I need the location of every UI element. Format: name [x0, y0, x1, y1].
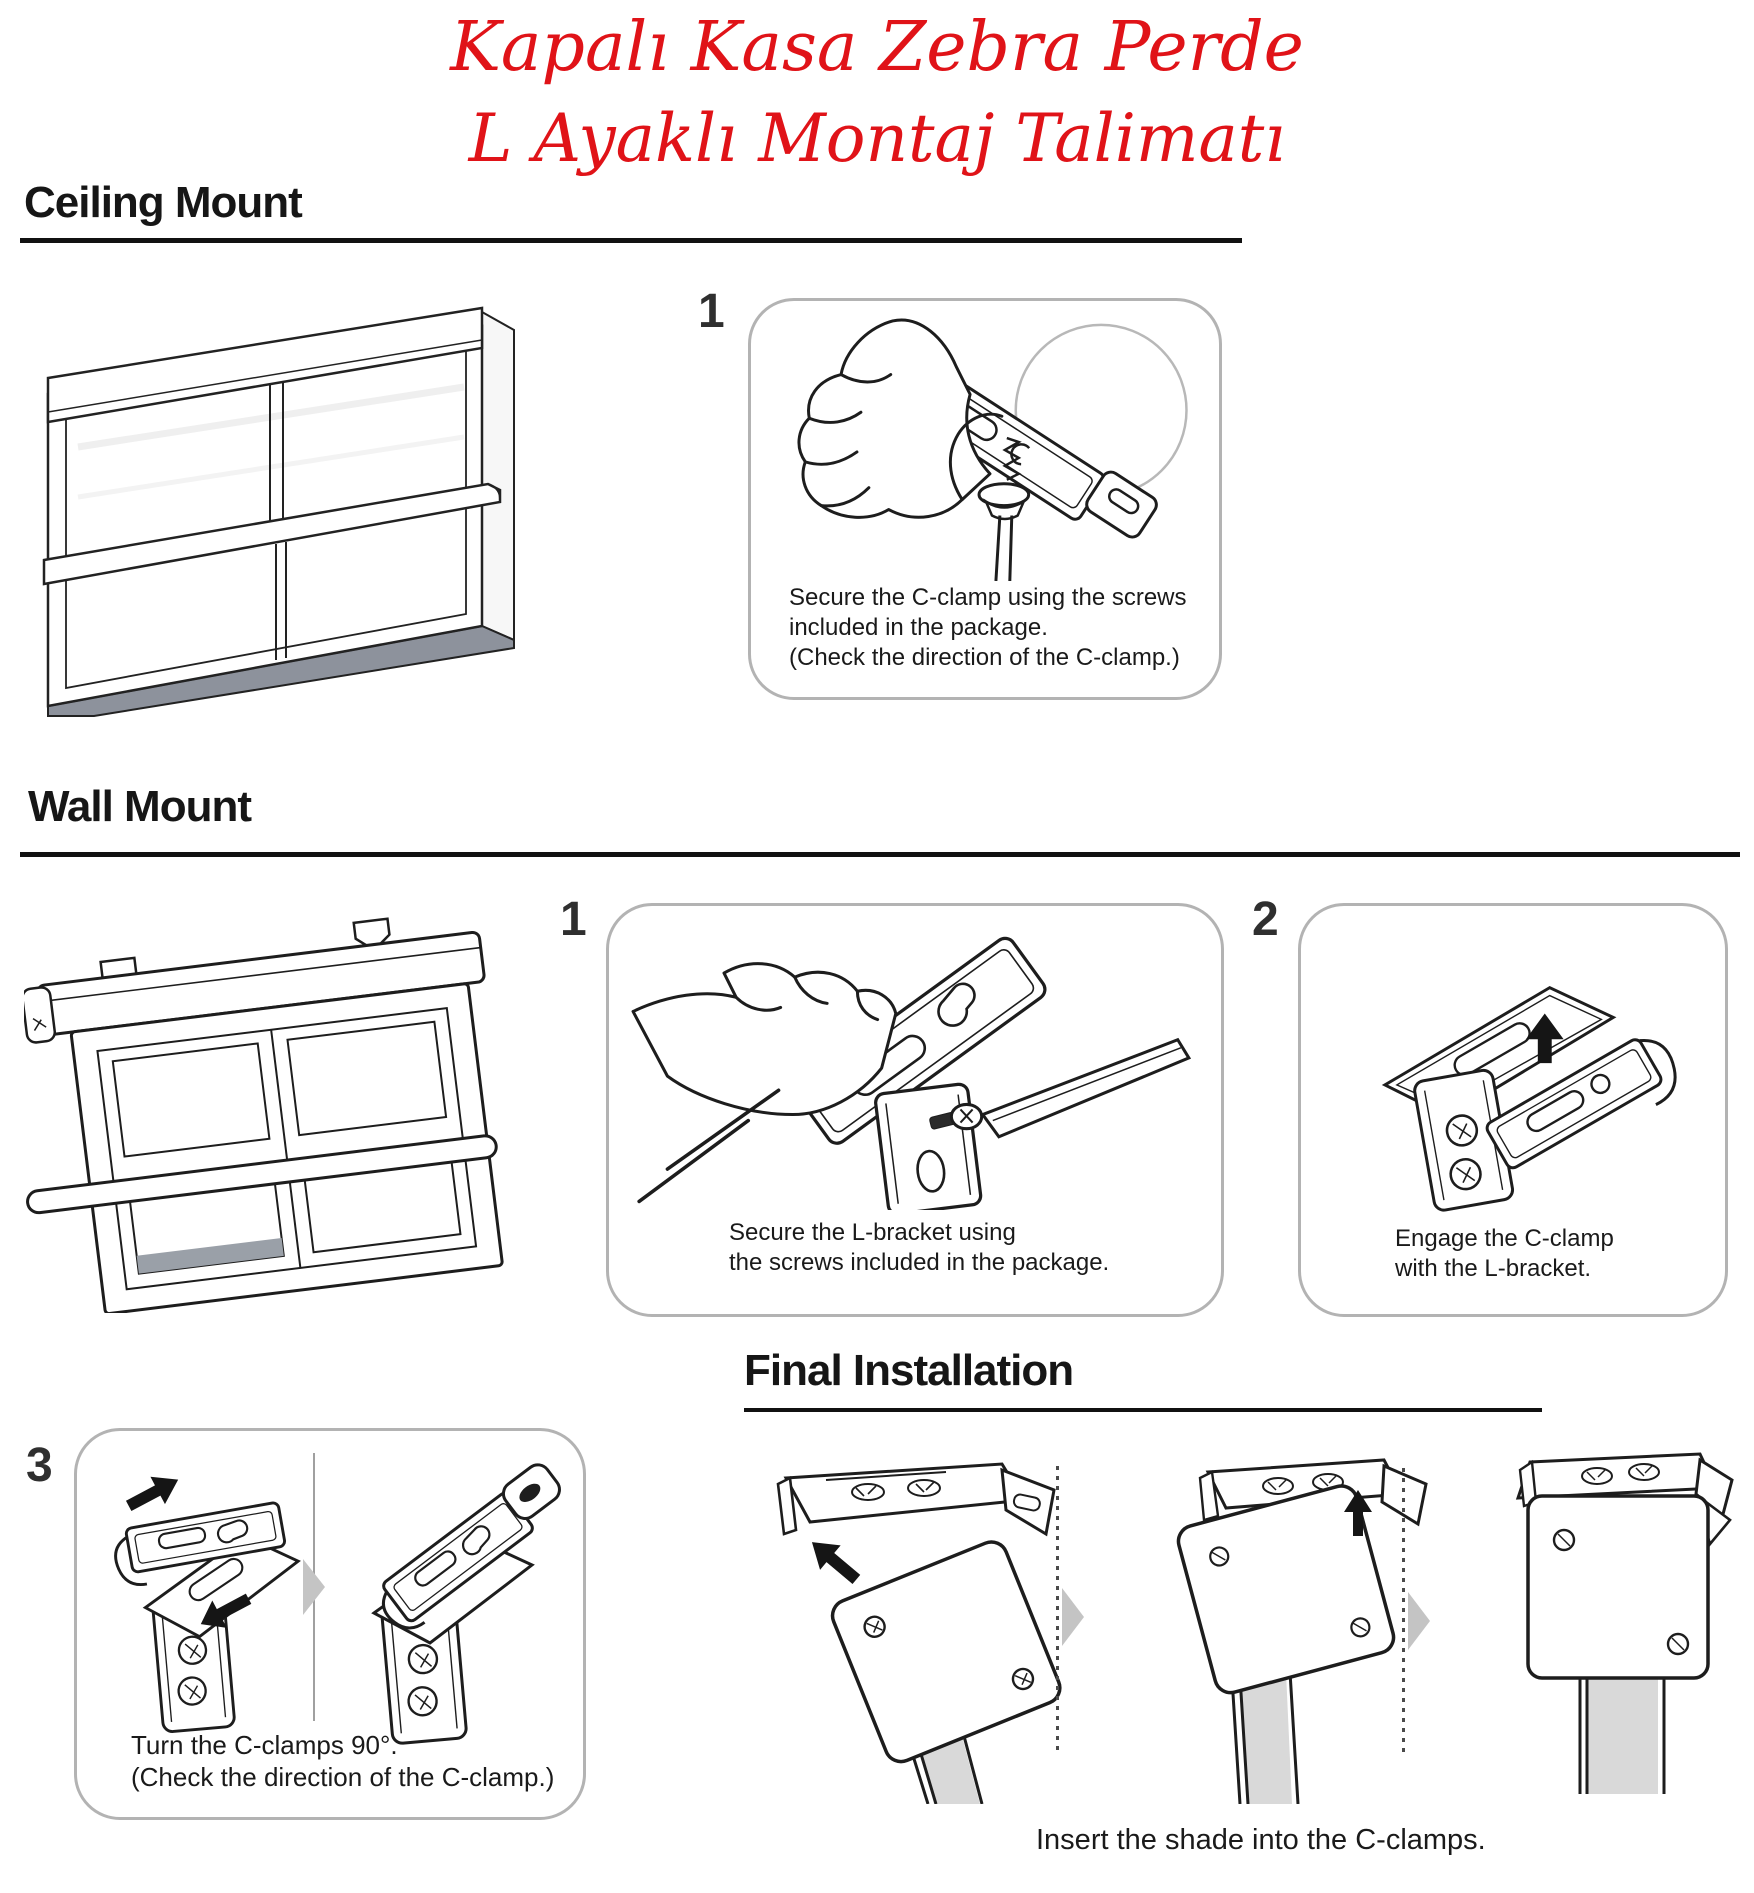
wall-step1-box — [606, 903, 1224, 1317]
step3-caption — [131, 1729, 554, 1793]
hand-l-bracket-screwdriver-icon — [627, 916, 1203, 1210]
wall-mount-heading: Wall Mount — [28, 782, 251, 831]
shade-engage-clamp-icon — [1120, 1444, 1430, 1804]
wall-section-rule — [20, 852, 1740, 857]
chevron-right-icon — [1408, 1592, 1430, 1650]
final-step3-number: 3 — [26, 1439, 53, 1492]
c-clamp-engage-icon — [1329, 936, 1695, 1214]
ceiling-step1-caption — [789, 583, 1187, 673]
ceiling-mount-heading: Ceiling Mount — [24, 178, 302, 227]
page-title-line1: Kapalı Kasa Zebra Perde — [450, 8, 1304, 87]
chevron-right-icon — [1062, 1588, 1084, 1646]
c-clamp-screw-illustration — [763, 311, 1205, 581]
c-clamp-l-bracket-illustration — [1329, 936, 1695, 1214]
c-clamp-turned-icon — [329, 1445, 569, 1745]
shade-mounted-icon — [1492, 1444, 1742, 1794]
insert-arrow-icon — [802, 1530, 867, 1592]
insert-shade-step2-illustration — [1120, 1444, 1430, 1804]
caption-line: Secure the C-clamp using the screws — [789, 584, 1187, 611]
insert-shade-step3-illustration — [1492, 1444, 1742, 1794]
ceiling-step1-box — [748, 298, 1222, 700]
recessed-window-icon — [36, 292, 556, 717]
ceiling-step-number: 1 — [698, 285, 725, 338]
caption-line: (Check the direction of the C-clamp.) — [789, 644, 1180, 671]
caption-line: (Check the direction of the C-clamp.) — [131, 1762, 555, 1792]
final-separator-1 — [1056, 1466, 1059, 1756]
page-title-line2: L Ayaklı Montaj Talimatı — [468, 100, 1286, 177]
wall-window-illustration — [24, 895, 539, 1313]
caption-line: Turn the C-clamps 90°. — [131, 1730, 398, 1760]
shade-approach-clamp-icon — [756, 1444, 1091, 1804]
wall-step2-caption — [1395, 1224, 1614, 1284]
caption-line: included in the package. — [789, 614, 1048, 641]
final-installation-heading: Final Installation — [744, 1346, 1074, 1395]
window-with-blind-icon — [24, 895, 539, 1313]
clamp-before-turn-illustration — [95, 1451, 307, 1741]
c-clamp-turn-icon — [95, 1451, 307, 1741]
caption-line: the screws included in the package. — [729, 1249, 1110, 1276]
wall-step1-caption — [729, 1218, 1109, 1278]
caption-line: Secure the L-bracket using — [729, 1219, 1016, 1246]
final-separator-2 — [1402, 1468, 1405, 1758]
wall-step2-number: 2 — [1252, 893, 1279, 946]
caption-line: with the L-bracket. — [1395, 1255, 1592, 1282]
insert-shade-step1-illustration — [756, 1444, 1091, 1804]
final-step3-box — [74, 1428, 586, 1820]
l-bracket-screw-illustration — [627, 916, 1203, 1210]
wall-step2-box — [1298, 903, 1728, 1317]
hand-c-clamp-screw-icon — [763, 311, 1205, 581]
ceiling-window-illustration — [36, 292, 556, 717]
ceiling-section-rule — [20, 238, 1242, 243]
wall-step1-number: 1 — [560, 893, 587, 946]
final-caption: Insert the shade into the C-clamps. — [1036, 1824, 1486, 1856]
caption-line: Engage the C-clamp — [1395, 1225, 1614, 1252]
clamp-after-turn-illustration — [329, 1445, 569, 1745]
chevron-right-icon — [303, 1559, 325, 1615]
final-section-rule — [744, 1408, 1542, 1412]
